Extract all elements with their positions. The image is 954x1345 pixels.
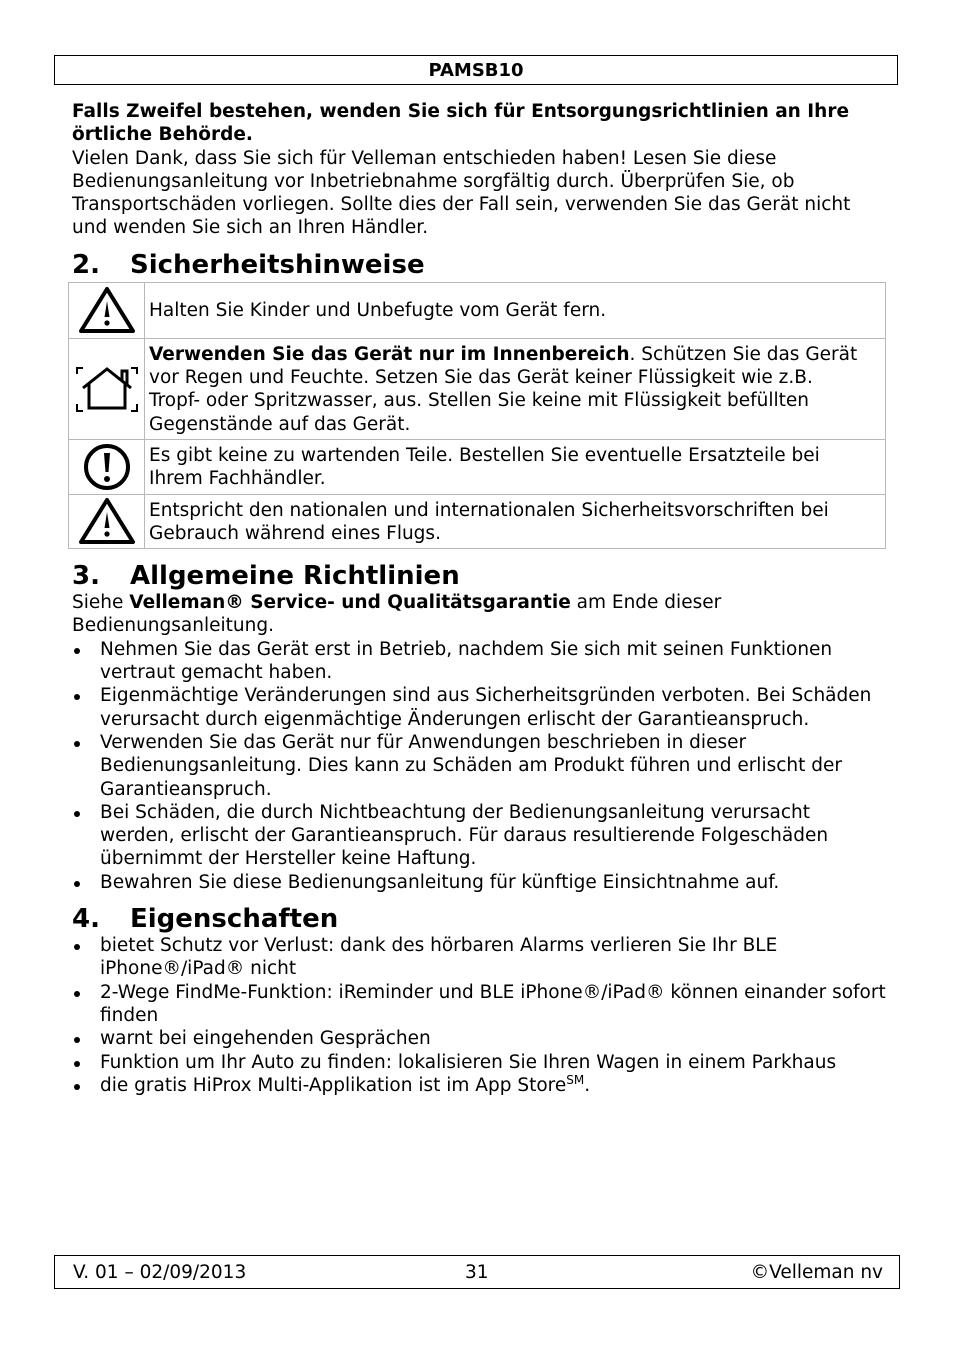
list-item: warnt bei eingehenden Gesprächen xyxy=(72,1027,890,1050)
list-item: bietet Schutz vor Verlust: dank des hörbaren Alarms verlieren Sie Ihr BLE iPhone®/iPad® nicht xyxy=(72,934,890,981)
section-title: Eigenschaften xyxy=(130,904,339,935)
section-number: 2. xyxy=(72,249,100,280)
footer-copyright: ©Velleman nv xyxy=(750,1262,883,1283)
indoor-house-icon xyxy=(75,364,139,414)
safety-text-bold: Verwenden Sie das Gerät nur im Innenbereich xyxy=(149,343,630,365)
exclamation-circle-icon xyxy=(82,442,132,492)
service-mark: SM xyxy=(566,1072,585,1087)
list-item-end: . xyxy=(584,1074,591,1096)
guidelines-list xyxy=(72,638,890,894)
header-title: PAMSB10 xyxy=(428,59,524,81)
page-footer xyxy=(54,1255,900,1289)
guidelines-intro-pre: Siehe xyxy=(72,592,130,614)
section-number: 3. xyxy=(72,561,100,592)
safety-text-cell xyxy=(145,439,886,494)
safety-text-cell xyxy=(145,282,886,338)
section-number: 4. xyxy=(72,904,100,935)
disposal-warning: Falls Zweifel bestehen, wenden Sie sich für Entsorgungsrichtlinien an Ihre örtliche Behörde. xyxy=(72,101,850,146)
warning-triangle-icon xyxy=(78,286,136,334)
page-header xyxy=(54,55,898,85)
safety-text: Halten Sie Kinder und Unbefugte vom Gerät fern. xyxy=(149,300,607,322)
safety-text: Es gibt keine zu wartenden Teile. Bestellen Sie eventuelle Ersatzteile bei Ihrem Fachhändler. xyxy=(149,444,820,490)
safety-text-cell xyxy=(145,494,886,549)
safety-icon-cell xyxy=(69,282,145,338)
safety-table xyxy=(68,282,886,549)
section-heading-features xyxy=(72,904,890,934)
list-item: Verwenden Sie das Gerät nur für Anwendungen beschrieben in dieser Bedienungsanleitung. Dies kann zu Schäden am Produkt führen und erlischt der Garantieanspruch. xyxy=(72,731,890,801)
section-heading-safety xyxy=(72,250,890,280)
safety-icon-cell xyxy=(69,494,145,549)
safety-text: . Schützen Sie das Gerät vor Regen und Feuchte. Setzen Sie das Gerät keiner Flüssigkeit wie z.B. Tropf- oder Spritzwasser, aus. Stellen Sie keine mit Flüssigkeit befüllten Gegenstände auf das Gerät. xyxy=(149,343,858,435)
footer-page-number: 31 xyxy=(465,1262,489,1283)
features-list xyxy=(72,934,890,1097)
footer-version: V. 01 – 02/09/2013 xyxy=(73,1262,247,1283)
safety-icon-cell xyxy=(69,338,145,439)
section-title: Allgemeine Richtlinien xyxy=(130,561,460,592)
safety-row xyxy=(69,282,886,338)
safety-row xyxy=(69,338,886,439)
intro-text: Vielen Dank, dass Sie sich für Velleman entschieden haben! Lesen Sie diese Bedienungsanleitung vor Inbetriebnahme sorgfältig durch. Überprüfen Sie, ob Transportschäden vorliegen. Sollte dies der Fall sein, verwenden Sie das Gerät nicht und wenden Sie sich an Ihren Händler. xyxy=(72,147,851,239)
guidelines-intro-post: am Ende dieser Bedienungsanleitung. xyxy=(72,592,722,637)
safety-text: Entspricht den nationalen und internationalen Sicherheitsvorschriften bei Gebrauch während eines Flugs. xyxy=(149,499,829,544)
list-item xyxy=(72,1074,890,1097)
page-content xyxy=(72,100,890,1097)
list-item-text: die gratis HiProx Multi-Applikation ist im App Store xyxy=(100,1074,567,1096)
safety-icon-cell xyxy=(69,439,145,494)
warning-triangle-icon xyxy=(78,497,136,545)
guarantee-reference: Velleman® Service- und Qualitätsgarantie xyxy=(129,592,571,614)
safety-row xyxy=(69,494,886,549)
section-heading-guidelines xyxy=(72,561,890,591)
guidelines-intro xyxy=(72,591,890,638)
list-item: 2-Wege FindMe-Funktion: iReminder und BLE iPhone®/iPad® können einander sofort finden xyxy=(72,981,890,1028)
list-item: Nehmen Sie das Gerät erst in Betrieb, nachdem Sie sich mit seinen Funktionen vertraut gemacht haben. xyxy=(72,638,890,685)
list-item: Bei Schäden, die durch Nichtbeachtung der Bedienungsanleitung verursacht werden, erlischt der Garantieanspruch. Für daraus resultierende Folgeschäden übernimmt der Hersteller keine Haftung. xyxy=(72,801,890,871)
section-title: Sicherheitshinweise xyxy=(130,249,425,280)
list-item: Funktion um Ihr Auto zu finden: lokalisieren Sie Ihren Wagen in einem Parkhaus xyxy=(72,1051,890,1074)
list-item: Eigenmächtige Veränderungen sind aus Sicherheitsgründen verboten. Bei Schäden verursacht durch eigenmächtige Änderungen erlischt der Garantieanspruch. xyxy=(72,684,890,731)
safety-row xyxy=(69,439,886,494)
safety-text-cell xyxy=(145,338,886,439)
list-item: Bewahren Sie diese Bedienungsanleitung für künftige Einsichtnahme auf. xyxy=(72,871,890,894)
